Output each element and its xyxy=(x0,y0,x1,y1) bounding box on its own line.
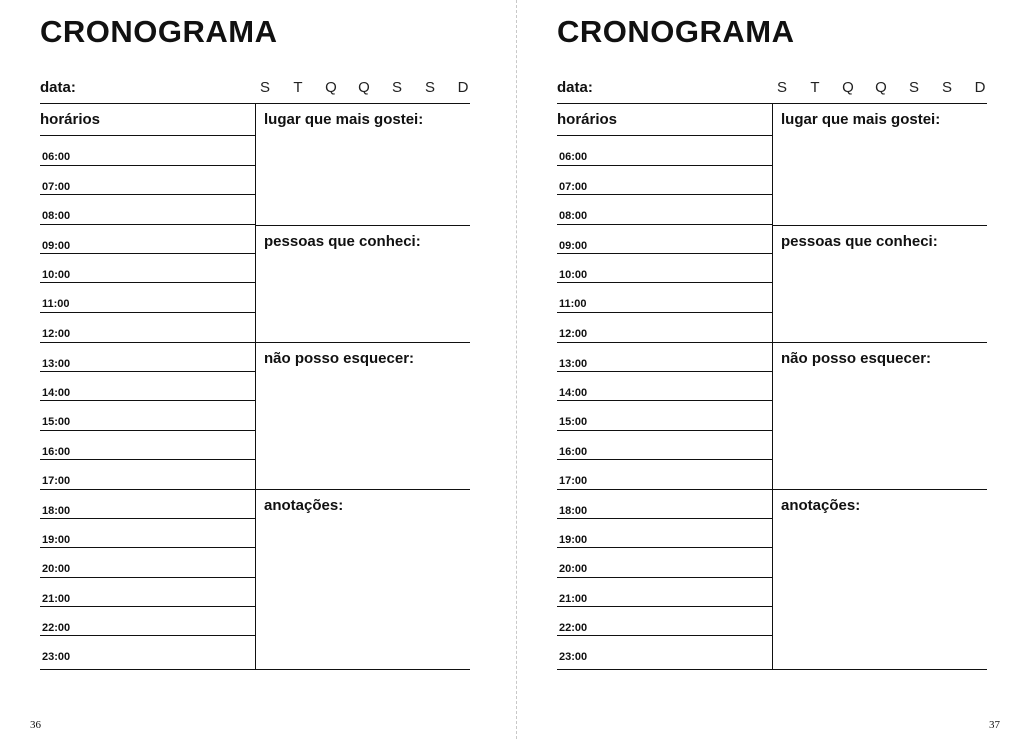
hour-rule xyxy=(40,459,255,460)
hour-label: 16:00 xyxy=(42,446,71,458)
hour-rule xyxy=(40,224,255,225)
hour-label: 12:00 xyxy=(42,328,71,340)
page-title: CRONOGRAMA xyxy=(557,14,795,49)
section-label: não posso esquecer: xyxy=(781,350,932,367)
hour-rule xyxy=(557,253,772,254)
hour-rule xyxy=(557,635,772,636)
hour-rule xyxy=(557,518,772,519)
hour-rule xyxy=(557,194,772,195)
hour-label: 08:00 xyxy=(559,210,588,222)
weekday-row xyxy=(775,79,987,96)
hour-rule xyxy=(40,400,255,401)
section-label: anotações: xyxy=(781,497,861,514)
notes-section[interactable] xyxy=(773,225,987,343)
weekday-checkbox: S xyxy=(259,79,270,96)
hour-label: 13:00 xyxy=(559,358,588,370)
weekday-checkbox: D xyxy=(974,79,986,96)
hour-rule xyxy=(557,224,772,225)
hour-label: 23:00 xyxy=(559,651,588,663)
hour-rule xyxy=(557,371,772,372)
hour-label: 20:00 xyxy=(42,563,71,575)
hour-label: 18:00 xyxy=(42,505,71,517)
hour-label: 09:00 xyxy=(559,240,588,252)
hour-rule xyxy=(40,165,255,166)
weekday-checkbox: S xyxy=(941,79,952,96)
hour-label: 16:00 xyxy=(559,446,588,458)
page-fold-divider xyxy=(516,0,517,739)
hour-rule xyxy=(40,371,255,372)
hour-rule xyxy=(557,312,772,313)
hour-label: 09:00 xyxy=(42,240,71,252)
hour-rule xyxy=(40,489,255,490)
hour-label: 21:00 xyxy=(559,593,588,605)
notes-section[interactable] xyxy=(773,489,987,670)
weekday-checkbox: Q xyxy=(875,79,887,96)
hour-label: 20:00 xyxy=(559,563,588,575)
page-number: 37 xyxy=(989,719,1000,731)
hour-rule xyxy=(557,606,772,607)
hour-rule xyxy=(557,282,772,283)
hour-rule xyxy=(557,135,772,136)
hour-label: 07:00 xyxy=(559,181,588,193)
hour-label: 19:00 xyxy=(42,534,71,546)
hour-rule xyxy=(40,135,255,136)
hours-header: horários xyxy=(40,111,101,128)
hour-rule xyxy=(557,489,772,490)
sections-column xyxy=(773,104,987,669)
notes-section[interactable] xyxy=(256,225,470,343)
notes-section[interactable] xyxy=(256,489,470,670)
hour-rule xyxy=(40,635,255,636)
hour-label: 23:00 xyxy=(42,651,71,663)
hour-rule xyxy=(40,253,255,254)
hour-label: 11:00 xyxy=(42,298,70,310)
hour-label: 06:00 xyxy=(559,151,588,163)
section-label: não posso esquecer: xyxy=(264,350,415,367)
hour-label: 21:00 xyxy=(42,593,71,605)
page-left xyxy=(30,0,470,739)
weekday-checkbox: Q xyxy=(358,79,370,96)
section-label: lugar que mais gostei: xyxy=(264,111,424,128)
hour-label: 22:00 xyxy=(42,622,71,634)
notes-section[interactable] xyxy=(773,104,987,225)
hour-label: 17:00 xyxy=(559,475,588,487)
hour-label: 22:00 xyxy=(559,622,588,634)
hour-label: 18:00 xyxy=(559,505,588,517)
hour-rule xyxy=(40,606,255,607)
weekday-checkbox: S xyxy=(908,79,919,96)
sections-column xyxy=(256,104,470,669)
notes-section[interactable] xyxy=(773,342,987,490)
page-right xyxy=(557,0,1000,739)
weekday-checkbox: Q xyxy=(325,79,337,96)
hour-label: 14:00 xyxy=(559,387,588,399)
section-label: pessoas que conheci: xyxy=(264,233,421,250)
section-label: pessoas que conheci: xyxy=(781,233,938,250)
hour-rule xyxy=(40,430,255,431)
notes-section[interactable] xyxy=(256,104,470,225)
hour-label: 14:00 xyxy=(42,387,71,399)
hour-rule xyxy=(557,577,772,578)
hour-rule xyxy=(557,165,772,166)
hour-rule xyxy=(557,547,772,548)
hour-label: 11:00 xyxy=(559,298,587,310)
schedule-grid xyxy=(40,103,470,670)
hour-label: 13:00 xyxy=(42,358,71,370)
hour-rule xyxy=(557,342,772,343)
hours-column xyxy=(40,104,256,669)
hours-column xyxy=(557,104,773,669)
section-label: lugar que mais gostei: xyxy=(781,111,941,128)
weekday-row xyxy=(258,79,470,96)
hour-label: 15:00 xyxy=(559,416,588,428)
hour-rule xyxy=(40,342,255,343)
hour-rule xyxy=(40,547,255,548)
page-number: 36 xyxy=(30,719,41,731)
hour-rule xyxy=(40,282,255,283)
hours-header: horários xyxy=(557,111,618,128)
hour-rule xyxy=(40,577,255,578)
hour-rule xyxy=(40,518,255,519)
hour-label: 10:00 xyxy=(559,269,588,281)
weekday-checkbox: S xyxy=(391,79,402,96)
hour-label: 19:00 xyxy=(559,534,588,546)
weekday-checkbox: Q xyxy=(842,79,854,96)
notes-section[interactable] xyxy=(256,342,470,490)
page-title: CRONOGRAMA xyxy=(40,14,278,49)
hour-label: 15:00 xyxy=(42,416,71,428)
hour-label: 08:00 xyxy=(42,210,71,222)
date-label: data: xyxy=(40,79,76,96)
date-label: data: xyxy=(557,79,593,96)
weekday-checkbox: T xyxy=(293,79,303,96)
hour-rule xyxy=(40,194,255,195)
hour-label: 17:00 xyxy=(42,475,71,487)
hour-label: 12:00 xyxy=(559,328,588,340)
hour-rule xyxy=(40,312,255,313)
hour-rule xyxy=(557,459,772,460)
hour-rule xyxy=(557,400,772,401)
schedule-grid xyxy=(557,103,987,670)
weekday-checkbox: T xyxy=(810,79,820,96)
weekday-checkbox: D xyxy=(457,79,469,96)
hour-label: 07:00 xyxy=(42,181,71,193)
hour-rule xyxy=(557,430,772,431)
weekday-checkbox: S xyxy=(424,79,435,96)
hour-label: 10:00 xyxy=(42,269,71,281)
section-label: anotações: xyxy=(264,497,344,514)
hour-label: 06:00 xyxy=(42,151,71,163)
weekday-checkbox: S xyxy=(776,79,787,96)
